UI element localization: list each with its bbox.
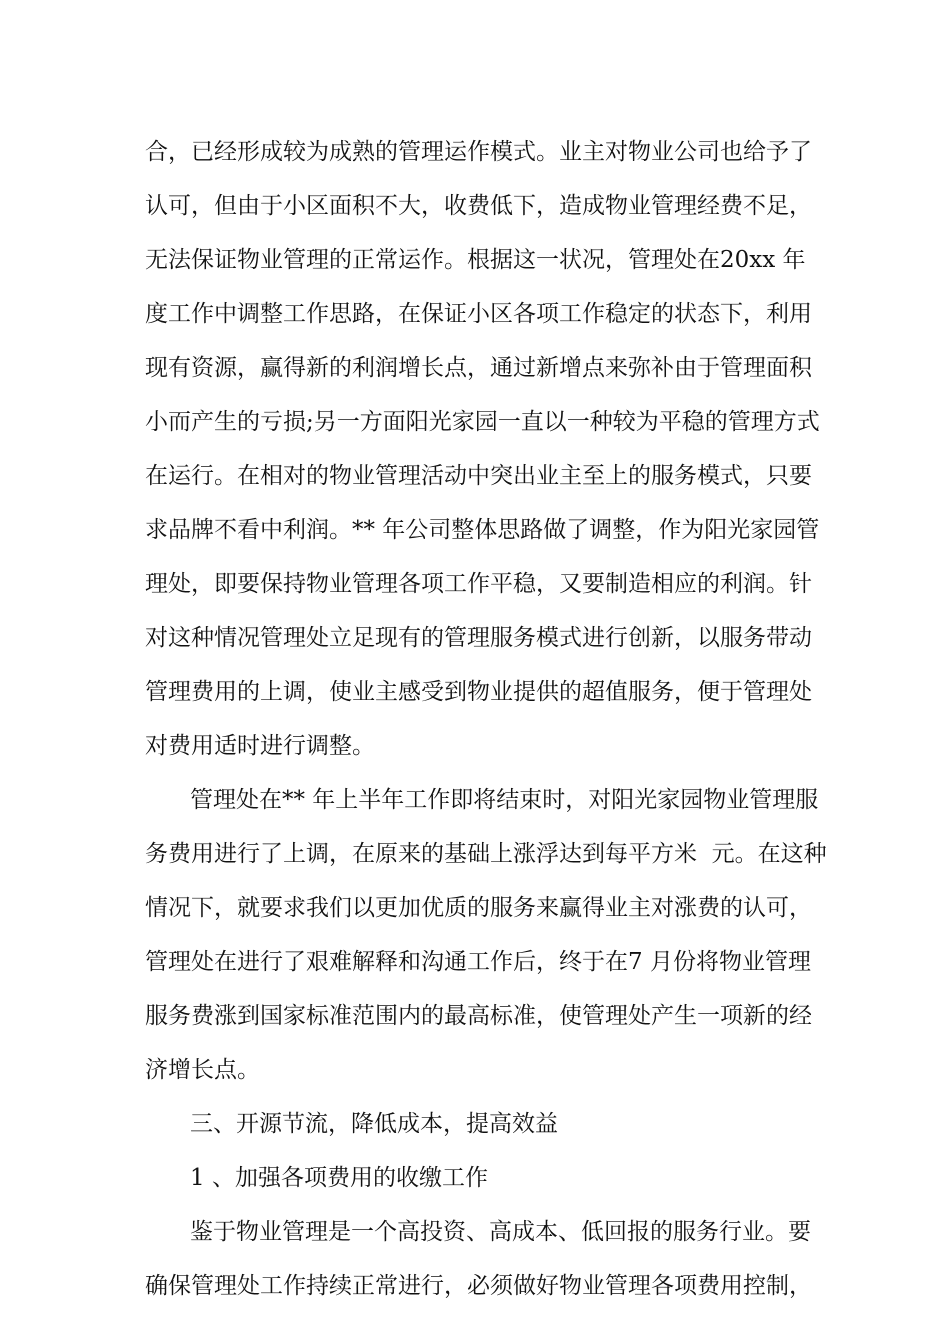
paragraph-2-line-6: 济增长点。: [145, 1057, 260, 1083]
paragraph-1-line-7: 在运行。在相对的物业管理活动中突出业主至上的服务模式，只要: [145, 463, 812, 489]
paragraph-3-line-2: 确保管理处工作持续正常进行，必须做好物业管理各项费用控制，: [145, 1273, 812, 1299]
paragraph-1-line-9: 理处，即要保持物业管理各项工作平稳，又要制造相应的利润。针: [145, 571, 812, 597]
paragraph-1-line-12: 对费用适时进行调整。: [145, 733, 375, 759]
paragraph-3-line-1: 鉴于物业管理是一个高投资、高成本、低回报的服务行业。要: [190, 1219, 811, 1245]
paragraph-1-line-10: 对这种情况管理处立足现有的管理服务模式进行创新，以服务带动: [145, 625, 812, 651]
subsection-heading: 1 、加强各项费用的收缴工作: [190, 1165, 488, 1191]
paragraph-2-line-3: 情况下，就要求我们以更加优质的服务来赢得业主对涨费的认可，: [145, 895, 812, 921]
paragraph-2-line-4: 管理处在进行了艰难解释和沟通工作后，终于在7 月份将物业管理: [145, 949, 811, 975]
section-heading: 三、开源节流，降低成本，提高效益: [190, 1111, 558, 1137]
paragraph-1-line-5: 现有资源，赢得新的利润增长点，通过新增点来弥补由于管理面积: [145, 355, 812, 381]
paragraph-2-line-1: 管理处在** 年上半年工作即将结束时，对阳光家园物业管理服: [190, 787, 819, 813]
paragraph-1-line-4: 度工作中调整工作思路，在保证小区各项工作稳定的状态下，利用: [145, 301, 812, 327]
paragraph-1-line-1: 合，已经形成较为成熟的管理运作模式。业主对物业公司也给予了: [145, 139, 812, 165]
paragraph-1-line-6: 小而产生的亏损;另一方面阳光家园一直以一种较为平稳的管理方式: [145, 409, 820, 435]
paragraph-1-line-2: 认可，但由于小区面积不大，收费低下，造成物业管理经费不足，: [145, 193, 812, 219]
paragraph-1-line-3: 无法保证物业管理的正常运作。根据这一状况，管理处在20xx 年: [145, 247, 806, 273]
paragraph-1-line-11: 管理费用的上调，使业主感受到物业提供的超值服务，便于管理处: [145, 679, 812, 705]
paragraph-1-line-8: 求品牌不看中利润。** 年公司整体思路做了调整，作为阳光家园管: [145, 517, 820, 543]
paragraph-2-line-5: 服务费涨到国家标准范围内的最高标准，使管理处产生一项新的经: [145, 1003, 812, 1029]
paragraph-2-line-2: 务费用进行了上调，在原来的基础上涨浮达到每平方米 元。在这种: [145, 841, 827, 867]
